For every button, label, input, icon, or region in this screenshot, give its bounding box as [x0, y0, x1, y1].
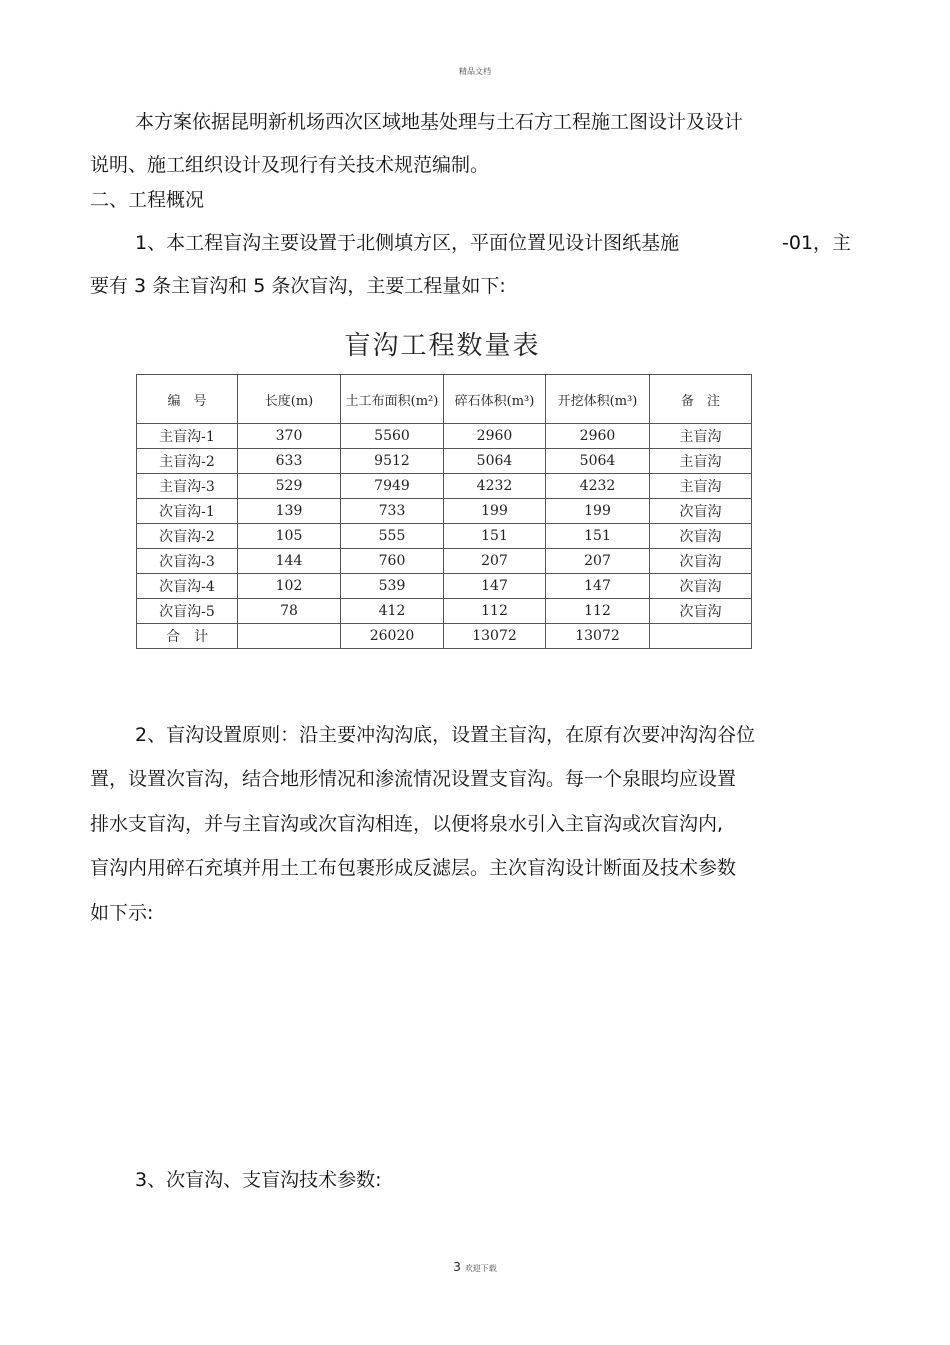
table-cell: 529 [238, 474, 341, 499]
table-cell: 78 [238, 599, 341, 624]
table-cell: 112 [444, 599, 546, 624]
page-header: 精品文档 [459, 67, 491, 76]
item-1-line-2: 要有 3 条主盲沟和 5 条次盲沟，主要工程量如下: [90, 275, 506, 297]
item-1-line-1-drawing-ref: -01，主 [782, 232, 852, 254]
item-2-line-5: 如下示: [90, 902, 154, 924]
table-header-row [137, 375, 752, 424]
table-row [137, 574, 752, 599]
table-cell: 主盲沟 [650, 449, 752, 474]
table-cell: 139 [238, 499, 341, 524]
table-cell: 次盲沟-2 [137, 524, 238, 549]
table-cell: 13072 [444, 624, 546, 649]
table-cell: 13072 [546, 624, 650, 649]
quantity-table [136, 374, 752, 649]
table-cell: 199 [444, 499, 546, 524]
item-2-line-1: 2、盲沟设置原则：沿主要冲沟沟底，设置主盲沟，在原有次要冲沟沟谷位 [135, 724, 756, 746]
column-header: 编 号 [137, 375, 238, 424]
page-number: 3 [453, 1260, 461, 1274]
item-2-line-3: 排水支盲沟，并与主盲沟或次盲沟相连，以便将泉水引入主盲沟或次盲沟内, [90, 813, 724, 835]
table-cell: 次盲沟 [650, 574, 752, 599]
table-cell [238, 624, 341, 649]
table-cell: 412 [341, 599, 444, 624]
column-header: 土工布面积(m²) [341, 375, 444, 424]
table-cell: 112 [546, 599, 650, 624]
table-cell: 144 [238, 549, 341, 574]
table-cell: 733 [341, 499, 444, 524]
table-cell: 2960 [546, 424, 650, 449]
table-cell: 199 [546, 499, 650, 524]
item-3-heading: 3、次盲沟、支盲沟技术参数: [135, 1169, 382, 1191]
table-cell: 7949 [341, 474, 444, 499]
table-cell: 151 [444, 524, 546, 549]
table-cell: 4232 [444, 474, 546, 499]
table-cell: 次盲沟-5 [137, 599, 238, 624]
table-cell: 539 [341, 574, 444, 599]
table-cell: 主盲沟 [650, 424, 752, 449]
table-row [137, 524, 752, 549]
table-cell: 102 [238, 574, 341, 599]
table-cell: 147 [546, 574, 650, 599]
table-cell: 主盲沟-1 [137, 424, 238, 449]
item-2-line-2: 置，设置次盲沟，结合地形情况和渗流情况设置支盲沟。每一个泉眼均应设置 [90, 768, 737, 790]
table-cell: 5064 [444, 449, 546, 474]
table-cell: 次盲沟 [650, 524, 752, 549]
page-footer [0, 1260, 950, 1274]
table-row [137, 474, 752, 499]
table-cell: 207 [444, 549, 546, 574]
paragraph-1-line-2: 说明、施工组织设计及现行有关技术规范编制。 [90, 154, 490, 176]
table-cell: 26020 [341, 624, 444, 649]
table-cell: 5560 [341, 424, 444, 449]
table-cell: 主盲沟 [650, 474, 752, 499]
table-cell: 370 [238, 424, 341, 449]
table-cell: 151 [546, 524, 650, 549]
table-cell [650, 624, 752, 649]
table-cell: 555 [341, 524, 444, 549]
item-1-line-1: 1、本工程盲沟主要设置于北侧填方区，平面位置见设计图纸基施 [135, 232, 680, 254]
table-cell: 105 [238, 524, 341, 549]
table-cell: 主盲沟-3 [137, 474, 238, 499]
table-cell: 760 [341, 549, 444, 574]
table-row [137, 599, 752, 624]
table-cell: 633 [238, 449, 341, 474]
table-cell: 主盲沟-2 [137, 449, 238, 474]
table-cell: 4232 [546, 474, 650, 499]
table-cell: 次盲沟 [650, 599, 752, 624]
column-header: 备 注 [650, 375, 752, 424]
table-cell: 次盲沟-3 [137, 549, 238, 574]
item-2-line-4: 盲沟内用碎石充填并用土工布包裹形成反滤层。主次盲沟设计断面及技术参数 [90, 857, 737, 879]
table-row [137, 499, 752, 524]
table-row [137, 449, 752, 474]
column-header: 开挖体积(m³) [546, 375, 650, 424]
paragraph-1-line-1: 本方案依据昆明新机场西次区域地基处理与土石方工程施工图设计及设计 [135, 111, 744, 133]
column-header: 长度(m) [238, 375, 341, 424]
section-heading-overview: 二、工程概况 [90, 189, 205, 211]
column-header: 碎石体积(m³) [444, 375, 546, 424]
footer-text: 欢迎下载 [464, 1264, 497, 1273]
table-cell: 合 计 [137, 624, 238, 649]
table-cell: 次盲沟 [650, 499, 752, 524]
table-cell: 次盲沟-1 [137, 499, 238, 524]
table-row [137, 549, 752, 574]
table-title: 盲沟工程数量表 [344, 331, 541, 361]
table-cell: 次盲沟-4 [137, 574, 238, 599]
table-cell: 147 [444, 574, 546, 599]
table-cell: 5064 [546, 449, 650, 474]
table-cell: 9512 [341, 449, 444, 474]
table-row [137, 424, 752, 449]
table-cell: 207 [546, 549, 650, 574]
table-total-row [137, 624, 752, 649]
table-cell: 次盲沟 [650, 549, 752, 574]
table-cell: 2960 [444, 424, 546, 449]
